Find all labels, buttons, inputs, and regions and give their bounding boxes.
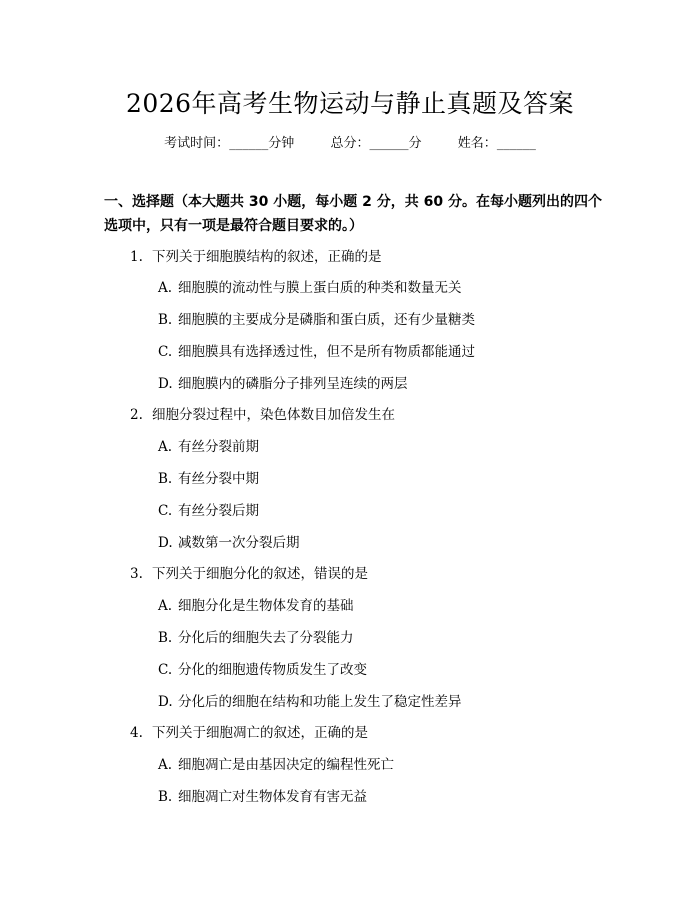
option-4a [158,753,394,773]
option-text: 细胞分化是生物体发育的基础 [178,598,354,614]
time-blank: ______ [229,136,269,151]
question-4 [130,721,368,741]
option-3a [158,594,354,614]
option-4b [158,785,367,805]
name-label: 姓名： [457,136,497,151]
option-text: 细胞凋亡是由基因决定的编程性死亡 [178,757,394,773]
question-text: 下列关于细胞分化的叙述，错误的是 [152,566,368,582]
option-label: A. [158,280,173,296]
option-label: A. [158,439,173,455]
option-label: A. [158,598,173,614]
option-label: C. [158,344,173,360]
question-number: 2. [130,407,143,423]
option-2a [158,435,259,455]
option-label: A. [158,757,173,773]
score-label: 总分： [330,136,370,151]
option-text: 有丝分裂后期 [178,503,259,519]
question-text: 下列关于细胞凋亡的叙述，正确的是 [152,725,368,741]
option-1b [158,308,475,328]
option-2b [158,467,259,487]
option-text: 细胞膜内的磷脂分子排列呈连续的两层 [178,376,408,392]
question-number: 4. [130,725,143,741]
option-text: 分化后的细胞失去了分裂能力 [178,630,354,646]
option-2c [158,499,259,519]
question-number: 3. [130,566,143,582]
section-heading: 一、选择题（本大题共 30 小题，每小题 2 分，共 60 分。在每小题列出的四个选项中，只有一项是最符合题目要求的。） [104,194,602,234]
option-label: C. [158,662,173,678]
time-label: 考试时间： [164,136,230,151]
option-text: 有丝分裂前期 [178,439,259,455]
option-text: 分化后的细胞在结构和功能上发生了稳定性差异 [178,694,462,710]
option-label: D. [158,694,173,710]
option-3d [158,690,462,710]
score-blank: ______ [369,136,409,151]
option-2d [158,531,300,551]
option-1a [158,276,462,296]
option-text: 减数第一次分裂后期 [178,535,300,551]
score-unit: 分 [408,136,422,151]
option-text: 细胞膜的流动性与膜上蛋白质的种类和数量无关 [178,280,462,296]
option-label: D. [158,376,173,392]
question-text: 细胞分裂过程中，染色体数目加倍发生在 [152,407,395,423]
question-1 [130,245,382,265]
option-label: D. [158,535,173,551]
option-text: 细胞膜具有选择透过性，但不是所有物质都能通过 [178,344,475,360]
option-label: B. [158,789,173,805]
option-label: C. [158,503,173,519]
name-blank: ______ [496,136,536,151]
question-2 [130,403,395,423]
option-label: B. [158,630,173,646]
question-text: 下列关于细胞膜结构的叙述，正确的是 [152,249,382,265]
exam-title: 2026年高考生物运动与静止真题及答案 [125,89,575,118]
option-text: 有丝分裂中期 [178,471,259,487]
exam-meta [0,132,700,151]
time-unit: 分钟 [268,136,295,151]
option-text: 分化的细胞遗传物质发生了改变 [178,662,367,678]
question-number: 1. [130,249,143,265]
question-3 [130,562,368,582]
option-label: B. [158,471,173,487]
option-text: 细胞膜的主要成分是磷脂和蛋白质，还有少量糖类 [178,312,475,328]
option-3c [158,658,367,678]
option-1c [158,340,475,360]
option-label: B. [158,312,173,328]
option-1d [158,372,408,392]
option-text: 细胞凋亡对生物体发育有害无益 [178,789,367,805]
option-3b [158,626,354,646]
